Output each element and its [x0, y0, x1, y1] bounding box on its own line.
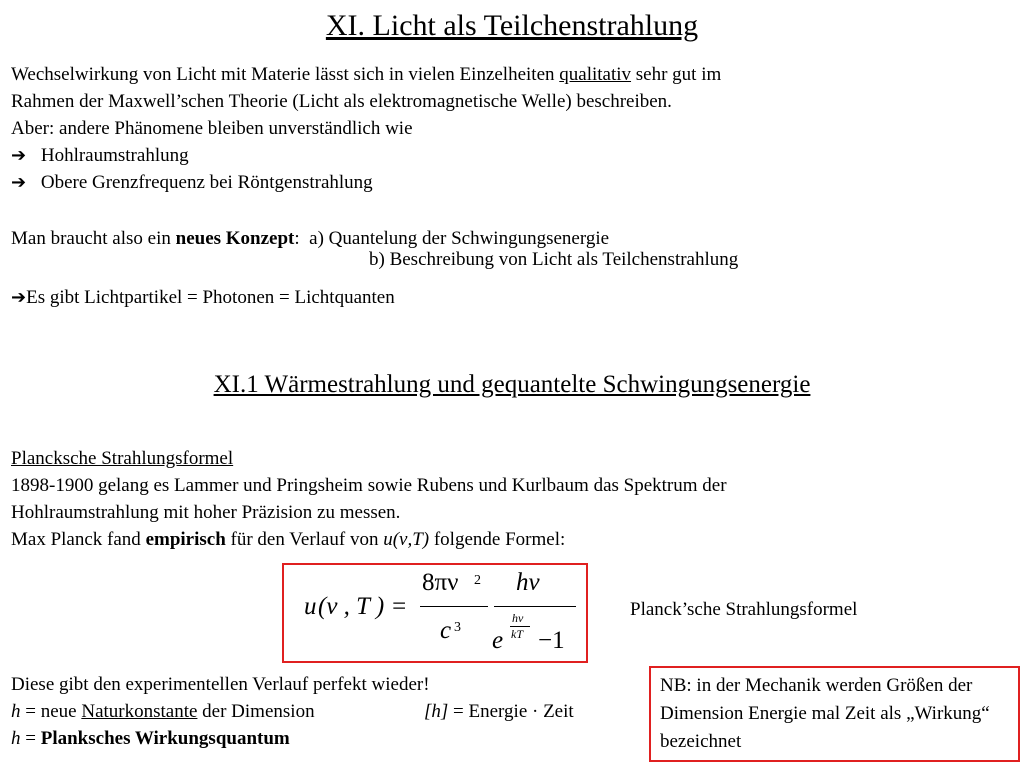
photons-text: Es gibt Lichtpartikel = Photonen = Lichtquanten	[26, 287, 395, 308]
formula-label: Planck’sche Strahlungsformel	[630, 599, 858, 620]
concept-colon: :	[294, 228, 310, 249]
fraction-bar-2	[494, 606, 576, 607]
formula-lhs-args: (ν , T ) =	[318, 593, 408, 620]
formula-num-1-exp: 2	[474, 573, 481, 588]
footer-line-3-a: =	[20, 728, 41, 749]
intro-keyword-qualitativ: qualitativ	[559, 64, 632, 85]
formula-box	[282, 563, 588, 663]
formula-exp-num: hν	[512, 611, 524, 625]
footer-dimension-h: [h]	[424, 701, 449, 722]
section-title: XI.1 Wärmestrahlung und gequantelte Schwingungsenergie	[213, 371, 811, 398]
footer-wirkungsquantum: Planksches Wirkungsquantum	[40, 728, 290, 749]
planck-line-3-c: für den Verlauf von	[225, 529, 384, 550]
formula-den-1-exp: 3	[454, 620, 461, 635]
intro-line-1-text-b: sehr gut im	[631, 64, 722, 85]
planck-line-3-a: Max Planck fand	[11, 529, 146, 550]
formula-num-1: 8πν	[422, 569, 459, 596]
planck-line-3	[11, 526, 565, 553]
page-title: XI. Licht als Teilchenstrahlung	[325, 9, 699, 42]
formula-num-2: hν	[516, 569, 540, 596]
intro-line-3: Aber: andere Phänomene bleiben unverständlich wie	[11, 118, 413, 139]
planck-heading: Plancksche Strahlungsformel	[11, 448, 234, 469]
right-arrow-icon: ➔	[11, 287, 27, 308]
bullet-text: Obere Grenzfrequenz bei Röntgenstrahlung	[40, 172, 373, 193]
bullet-item	[11, 142, 189, 169]
footer-line-2-a: = neue	[20, 701, 82, 722]
intro-line-1	[11, 61, 721, 88]
right-arrow-icon: ➔	[11, 172, 27, 193]
footer-naturkonstante: Naturkonstante	[81, 701, 198, 722]
planck-args: (ν,T)	[392, 529, 430, 550]
footer-line-1: Diese gibt den experimentellen Verlauf perfekt wieder!	[11, 674, 430, 695]
concept-a: a) Quantelung der Schwingungsenergie	[309, 228, 610, 249]
concept-b: b) Beschreibung von Licht als Teilchenstrahlung	[369, 249, 739, 270]
footer-dimension	[424, 698, 574, 725]
fraction-bar-1	[420, 606, 488, 607]
concept-prefix: Man braucht also ein	[11, 228, 176, 249]
nb-box: NB: in der Mechanik werden Größen der Dimension Energie mal Zeit als „Wirkung“ bezeichnet	[649, 666, 1020, 762]
photons-line	[11, 284, 395, 311]
planck-line-2: Hohlraumstrahlung mit hoher Präzision zu messen.	[11, 502, 401, 523]
formula-den-2-e: e	[492, 627, 504, 654]
concept-bold: neues Konzept	[175, 228, 295, 249]
footer-h-2: h	[11, 728, 21, 749]
footer-line-2	[11, 698, 315, 725]
formula-lhs-u: u	[304, 593, 317, 620]
planck-empirisch: empirisch	[145, 529, 226, 550]
planck-line-1: 1898-1900 gelang es Lammer und Pringsheim sowie Rubens und Kurlbaum das Spektrum der	[11, 475, 727, 496]
formula-exp-den: kT	[511, 627, 523, 641]
footer-line-3	[11, 725, 290, 752]
intro-line-1-text-a: Wechselwirkung von Licht mit Materie lässt sich in vielen Einzelheiten	[11, 64, 560, 85]
footer-h: h	[11, 701, 21, 722]
bullet-item	[11, 169, 373, 196]
bullet-text: Hohlraumstrahlung	[40, 145, 189, 166]
intro-line-2: Rahmen der Maxwell’schen Theorie (Licht als elektromagnetische Welle) beschreiben.	[11, 91, 672, 112]
formula-den-2-rest: −1	[538, 627, 565, 654]
right-arrow-icon: ➔	[11, 145, 27, 166]
footer-line-2-b: der Dimension	[197, 701, 315, 722]
footer-dimension-text: = Energie · Zeit	[448, 701, 574, 722]
formula-den-1: c	[440, 617, 452, 644]
planck-u: u	[383, 529, 393, 550]
planck-line-3-d: folgende Formel:	[429, 529, 566, 550]
